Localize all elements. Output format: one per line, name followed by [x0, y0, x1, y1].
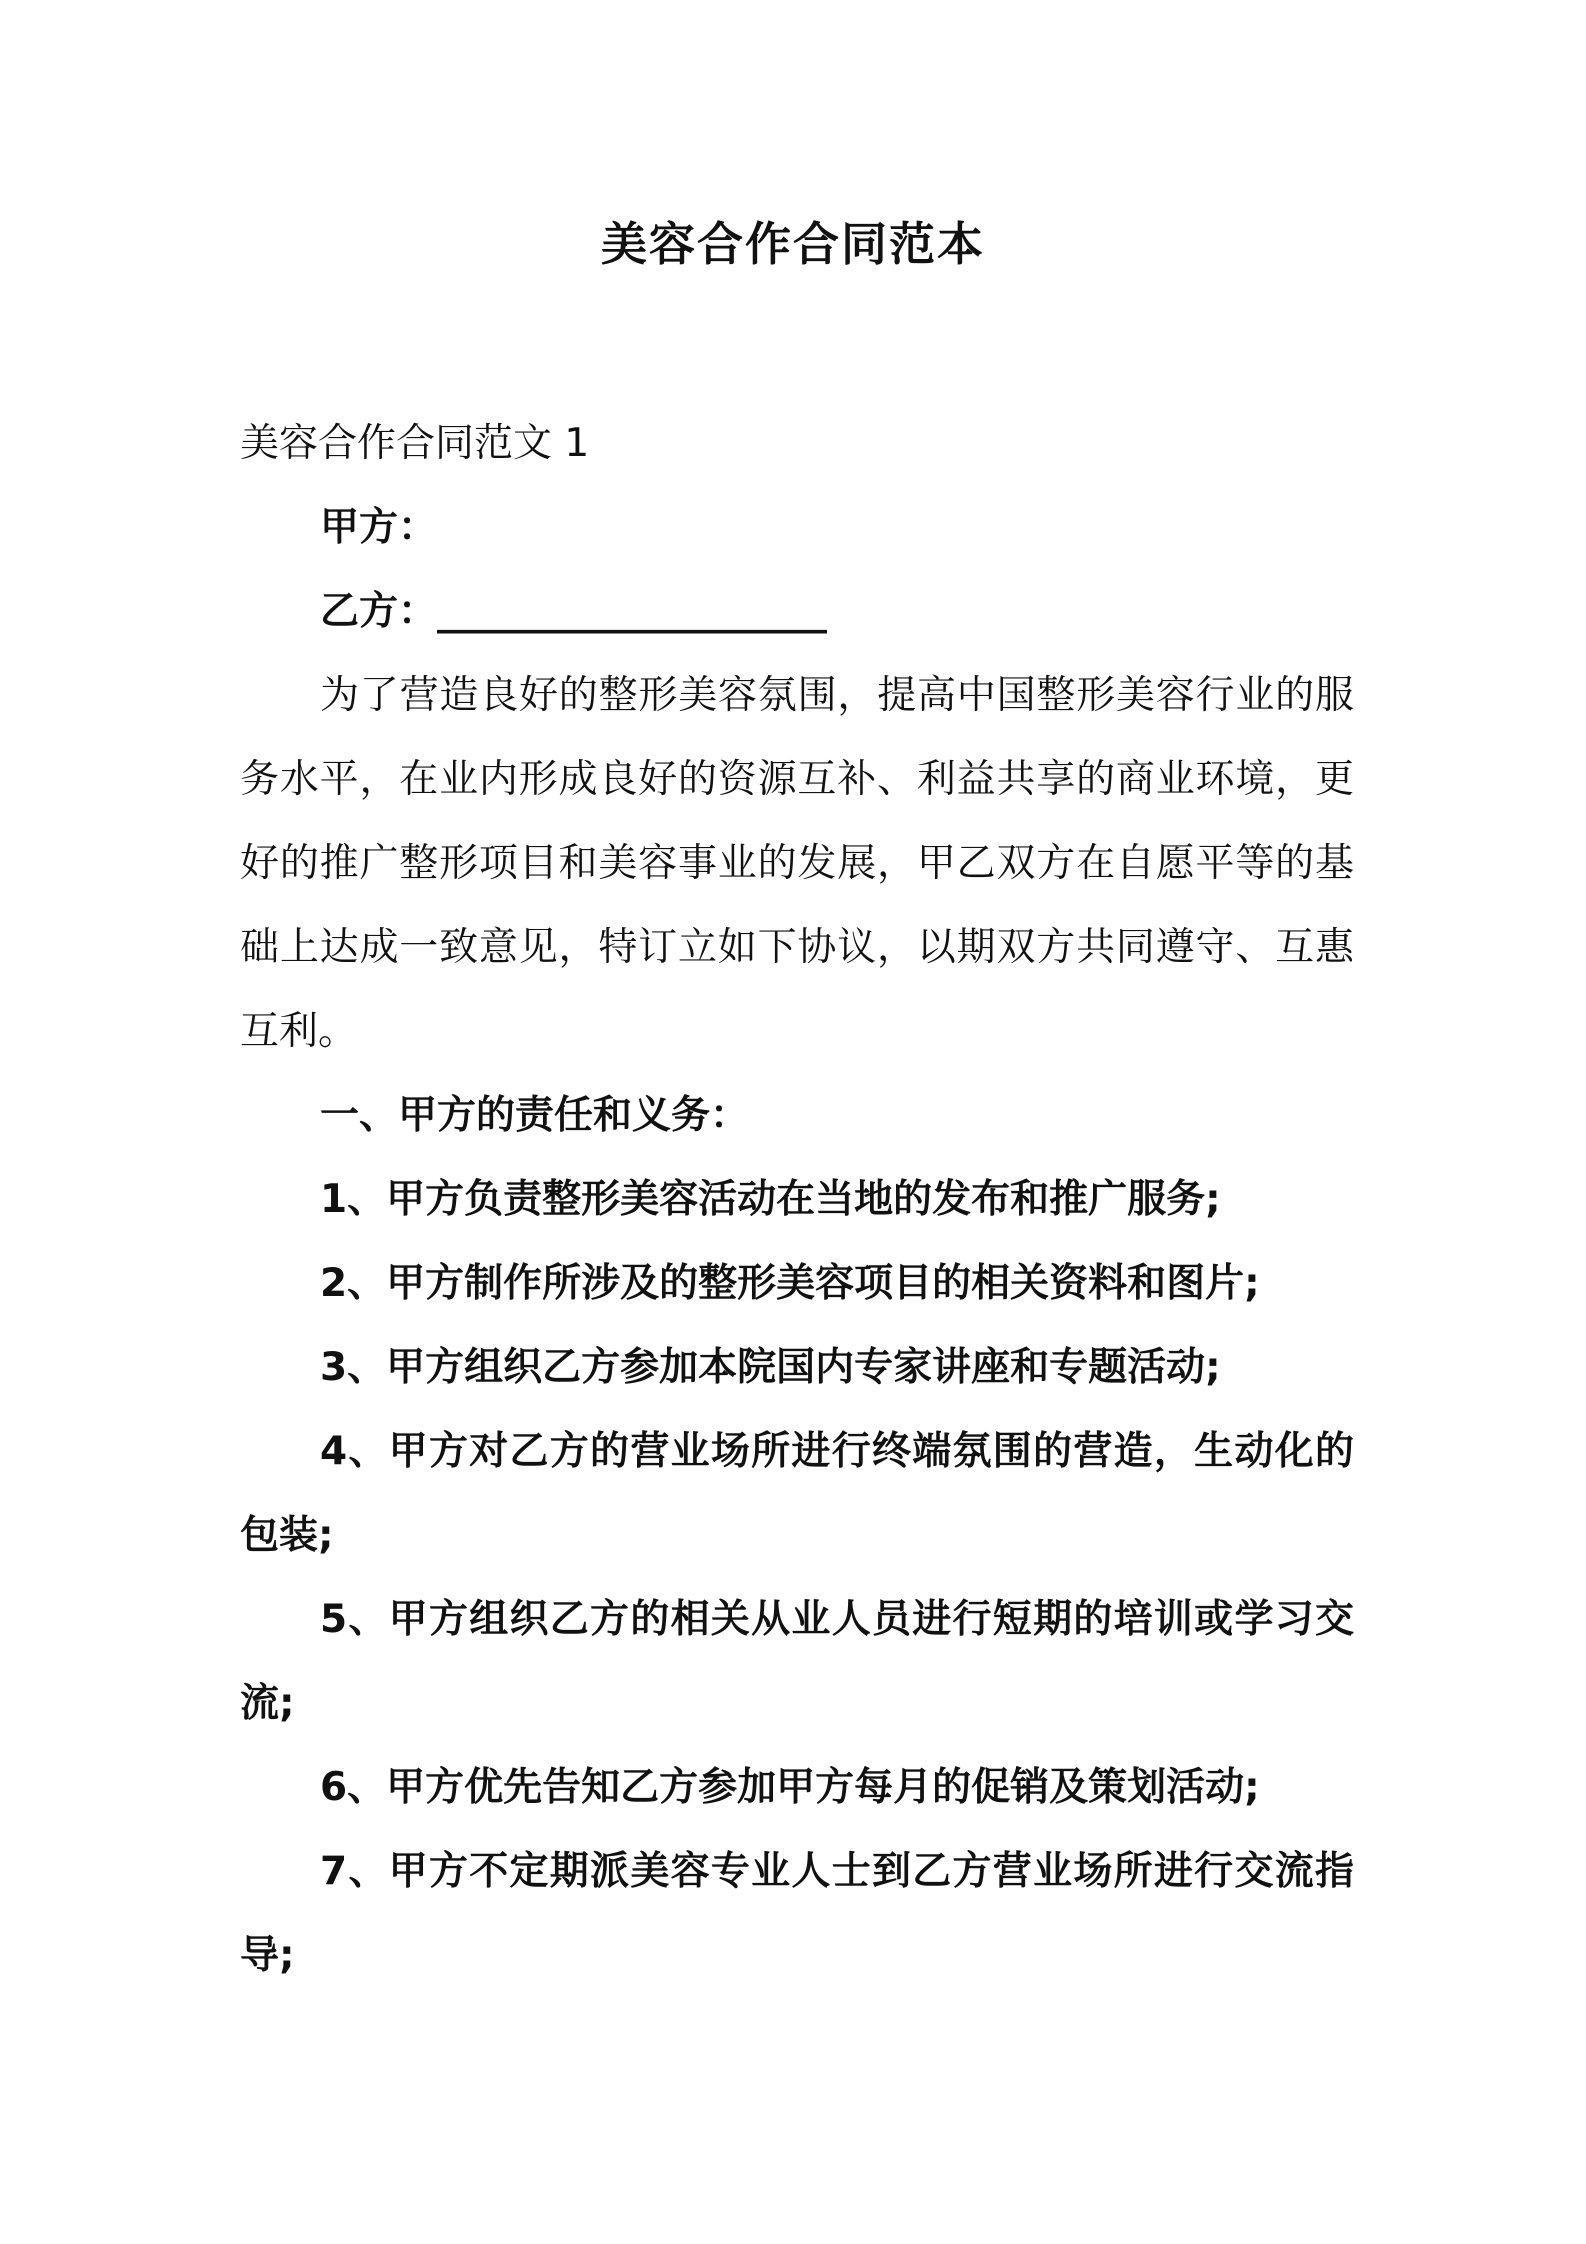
- clause-item: 7、甲方不定期派美容专业人士到乙方营业场所进行交流指导;: [240, 1849, 1354, 1978]
- clause-item: 6、甲方优先告知乙方参加甲方每月的促销及策划活动;: [320, 1765, 1260, 1810]
- clause-item: 2、甲方制作所涉及的整形美容项目的相关资料和图片;: [320, 1261, 1260, 1306]
- party-b-blank: ____________________: [437, 589, 828, 634]
- party-a-line: [240, 486, 1354, 570]
- clause-item: 3、甲方组织乙方参加本院国内专家讲座和专题活动;: [320, 1345, 1221, 1390]
- clause-item: 4、甲方对乙方的营业场所进行终端氛围的营造，生动化的包装;: [240, 1429, 1354, 1558]
- party-b-line: [240, 570, 1354, 654]
- clause-item: 1、甲方负责整形美容活动在当地的发布和推广服务;: [320, 1177, 1221, 1222]
- intro-paragraph: 为了营造良好的整形美容氛围，提高中国整形美容行业的服务水平，在业内形成良好的资源互补、利益共享的商业环境，更好的推广整形项目和美容事业的发展，甲乙双方在自愿平等的基础上达成一致意见，特订立如下协议，以期双方共同遵守、互惠互利。: [240, 673, 1354, 1054]
- document-body: [240, 402, 1354, 1998]
- party-a-label: 甲方：: [320, 505, 438, 550]
- document-title: 美容合作合同范本: [601, 217, 985, 271]
- section-heading: 一、甲方的责任和义务：: [320, 1093, 750, 1138]
- document-subtitle: 美容合作合同范文 1: [240, 421, 590, 466]
- clause-item: 5、甲方组织乙方的相关从业人员进行短期的培训或学习交流;: [240, 1597, 1354, 1726]
- party-b-label: 乙方：: [320, 589, 438, 634]
